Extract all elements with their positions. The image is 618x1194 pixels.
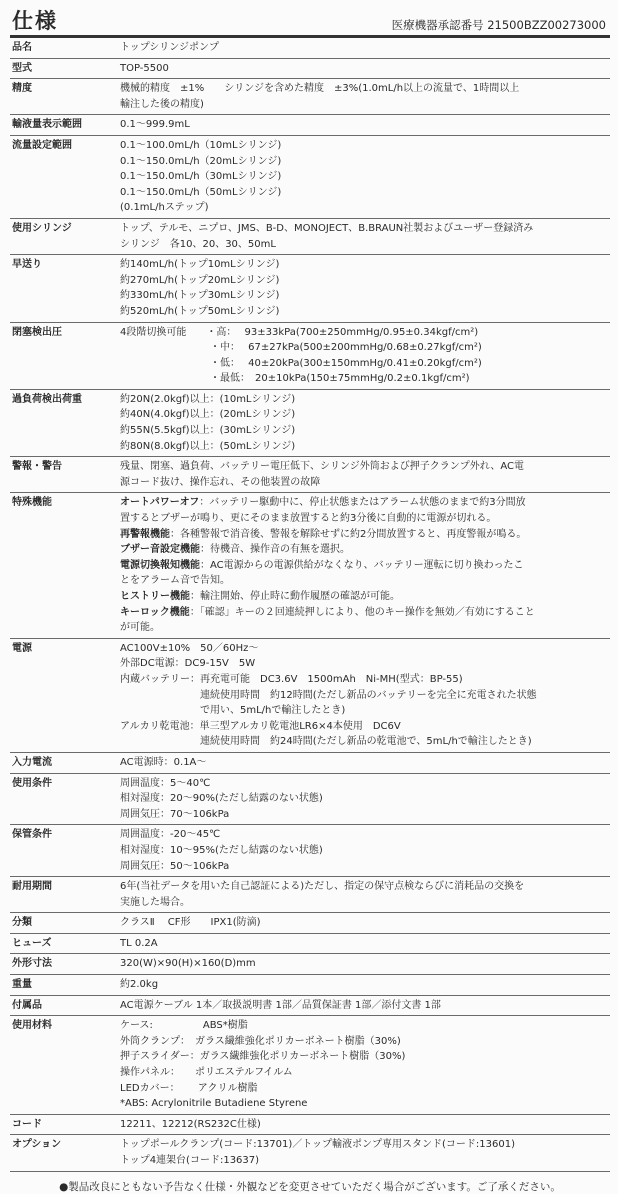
spec-value <box>116 1016 610 1115</box>
spec-value <box>116 825 610 877</box>
spec-value-line: 約40N(4.0kgf)以上：(20mLシリンジ) <box>120 409 296 421</box>
spec-value <box>116 773 610 825</box>
spec-label: 精度 <box>10 79 116 115</box>
spec-value-line: ・低： 40±20kPa(300±150mmHg/0.41±0.20kgf/cm²) <box>120 357 482 369</box>
spec-value-line: 約55N(5.5kgf)以上：(30mLシリンジ) <box>120 425 296 437</box>
spec-value-line: で用い、5mL/hで輸注したとき) <box>120 705 346 717</box>
spec-value-line: 約520mL/h(トップ50mLシリンジ) <box>120 305 280 317</box>
spec-value <box>116 135 610 218</box>
spec-row <box>10 457 610 493</box>
spec-row <box>10 933 610 954</box>
spec-value-line: 320(W)×90(H)×160(D)mm <box>120 958 256 970</box>
spec-value-line: 連続使用時間 約12時間(ただし新品のバッテリーを完全に充電された状態 <box>120 689 537 701</box>
spec-value <box>116 457 610 493</box>
spec-value-line: トップシリンジポンプ <box>120 42 220 53</box>
spec-value <box>116 389 610 456</box>
spec-label: 早送り <box>10 255 116 322</box>
spec-value-line: 輸注した後の精度) <box>120 98 204 110</box>
spec-value-line: 0.1～999.9mL <box>120 119 190 131</box>
spec-value <box>116 1135 610 1171</box>
spec-value-line: TOP-5500 <box>120 62 169 74</box>
spec-value-line: 周囲気圧：70～106kPa <box>120 808 230 820</box>
spec-value-line: AC電源ケーブル 1本／取扱説明書 1部／品質保証書 1部／添付文書 1部 <box>120 999 441 1011</box>
spec-row <box>10 825 610 877</box>
spec-value-line: 4段階切換可能 ・高： 93±33kPa(700±250mmHg/0.95±0.34kgf/cm²) <box>120 326 479 338</box>
spec-value-line: 相対湿度：20～90%(ただし結露のない状態) <box>120 793 323 805</box>
spec-label: 電源 <box>10 638 116 752</box>
spec-value-line: アルカリ乾電池：単三型アルカリ乾電池LR6×4本使用 DC6V <box>120 720 401 732</box>
spec-row <box>10 255 610 322</box>
spec-value <box>116 995 610 1016</box>
spec-label: 分類 <box>10 913 116 934</box>
spec-value-line: 周囲気圧：50～106kPa <box>120 860 230 872</box>
page-title: 仕様 <box>12 9 58 33</box>
footer-note: ●製品改良にともない予告なく仕様・外観などを変更させていただく場合がございます。ご了承ください。 <box>59 1180 561 1193</box>
spec-row <box>10 79 610 115</box>
spec-value-line: トップ、テルモ、ニプロ、JMS、B-D、MONOJECT、B.BRAUN社製およびユーザー登録済み <box>120 222 534 234</box>
spec-value-line: 周囲温度：-20～45℃ <box>120 829 221 841</box>
spec-label: 警報・警告 <box>10 457 116 493</box>
spec-value-line: とをアラーム音で告知。 <box>120 575 230 587</box>
spec-label: 閉塞検出圧 <box>10 322 116 389</box>
spec-value <box>116 322 610 389</box>
spec-value-line: 約270mL/h(トップ20mLシリンジ) <box>120 274 280 286</box>
spec-value-line: 押子スライダー：ガラス繊維強化ポリカーボネート樹脂（30%) <box>120 1051 406 1063</box>
spec-label: 外形寸法 <box>10 954 116 975</box>
spec-row <box>10 638 610 752</box>
spec-label: 耐用期間 <box>10 877 116 913</box>
spec-label: 輸液量表示範囲 <box>10 115 116 136</box>
spec-value <box>116 752 610 773</box>
spec-value-line: 源コード抜け、操作忘れ、その他装置の故障 <box>120 476 321 488</box>
spec-label: 品名 <box>10 38 116 58</box>
spec-value-line: 外筒クランプ： ガラス繊維強化ポリカーボネート樹脂（30%) <box>120 1035 401 1047</box>
spec-value-line: 0.1～150.0mL/h（30mLシリンジ) <box>120 171 282 183</box>
spec-row <box>10 322 610 389</box>
spec-value-line: AC電源時：0.1A～ <box>120 756 207 768</box>
spec-header <box>10 0 610 33</box>
spec-label: 保管条件 <box>10 825 116 877</box>
spec-value-line: 0.1～150.0mL/h（20mLシリンジ) <box>120 155 282 167</box>
spec-value-line: 周囲温度：5～40℃ <box>120 777 211 789</box>
spec-label: 流量設定範囲 <box>10 135 116 218</box>
spec-value-line: クラスⅡ CF形 IPX1(防滴) <box>120 917 261 929</box>
spec-row <box>10 954 610 975</box>
spec-value-line: が可能。 <box>120 622 160 634</box>
spec-value <box>116 975 610 996</box>
spec-value-line: ブザー音設定機能：待機音、操作音の有無を選択。 <box>120 544 350 556</box>
spec-value-line: キーロック機能：「確認」キーの２回連続押しにより、他のキー操作を無効／有効にすること <box>120 606 535 618</box>
spec-label: オプション <box>10 1135 116 1171</box>
spec-value-line: *ABS: Acrylonitrile Butadiene Styrene <box>120 1098 308 1110</box>
spec-value <box>116 493 610 638</box>
spec-value-line: シリンジ 各10、20、30、50mL <box>120 238 276 250</box>
spec-table <box>10 38 610 1172</box>
spec-row <box>10 975 610 996</box>
spec-value-line: 残量、閉塞、過負荷、バッテリー電圧低下、シリンジ外筒および押子クランプ外れ、AC電 <box>120 461 524 473</box>
spec-row <box>10 877 610 913</box>
spec-value-line: 操作パネル： ポリエステルフイルム <box>120 1067 293 1079</box>
spec-value-line: ヒストリー機能：輸注開始、停止時に動作履歴の確認が可能。 <box>120 591 400 602</box>
spec-row <box>10 913 610 934</box>
spec-value-line: AC100V±10% 50／60Hz～ <box>120 642 259 654</box>
spec-value <box>116 638 610 752</box>
spec-value-line: オートパワーオフ：バッテリー駆動中に、停止状態またはアラーム状態のままで約3分間放 <box>120 497 526 509</box>
spec-value-line: 0.1～100.0mL/h（10mLシリンジ) <box>120 139 282 151</box>
spec-value <box>116 933 610 954</box>
spec-row <box>10 115 610 136</box>
spec-label: 特殊機能 <box>10 493 116 638</box>
spec-label: コード <box>10 1114 116 1135</box>
spec-value <box>116 877 610 913</box>
spec-row <box>10 135 610 218</box>
spec-label: 付属品 <box>10 995 116 1016</box>
spec-value-line: 約20N(2.0kgf)以上：(10mLシリンジ) <box>120 393 296 405</box>
spec-value-line: 12211、12212(RS232C仕様) <box>120 1118 261 1130</box>
spec-value-line: TL 0.2A <box>120 937 158 949</box>
spec-row <box>10 389 610 456</box>
spec-value-line: 機械的精度 ±1% シリンジを含めた精度 ±3%(1.0mL/h以上の流量で、1時間以上 <box>120 83 520 95</box>
spec-value <box>116 1114 610 1135</box>
spec-value-line: 実施した場合。 <box>120 896 190 908</box>
spec-label: 入力電流 <box>10 752 116 773</box>
spec-label: ヒューズ <box>10 933 116 954</box>
spec-value-line: ・最低： 20±10kPa(150±75mmHg/0.2±0.1kgf/cm²) <box>120 373 470 385</box>
spec-row <box>10 38 610 58</box>
spec-value-line: 約140mL/h(トップ10mLシリンジ) <box>120 259 280 271</box>
spec-row <box>10 752 610 773</box>
spec-label: 使用シリンジ <box>10 218 116 254</box>
spec-value-line: 相対湿度：10～95%(ただし結露のない状態) <box>120 844 323 856</box>
spec-label: 過負荷検出荷重 <box>10 389 116 456</box>
spec-row <box>10 58 610 79</box>
spec-value-line: 約2.0kg <box>120 979 159 991</box>
spec-value-line: 再警報機能：各種警報で消音後、警報を解除せずに約2分間放置すると、再度警報が鳴る。 <box>120 528 527 540</box>
spec-value-line: (0.1mL/hステップ) <box>120 202 209 214</box>
spec-value-line: ケース: ABS*樹脂 <box>120 1020 248 1032</box>
spec-row <box>10 1016 610 1115</box>
spec-label: 使用材料 <box>10 1016 116 1115</box>
spec-label: 重量 <box>10 975 116 996</box>
spec-row <box>10 995 610 1016</box>
spec-value-line: 電源切換報知機能：AC電源からの電源供給がなくなり、バッテリー運転に切り換わったこ <box>120 559 524 571</box>
spec-value <box>116 218 610 254</box>
spec-value <box>116 913 610 934</box>
spec-row <box>10 1114 610 1135</box>
spec-value <box>116 79 610 115</box>
spec-value-line: 内蔵バッテリー：再充電可能 DC3.6V 1500mAh Ni-MH(型式：BP-55) <box>120 673 463 685</box>
spec-row <box>10 218 610 254</box>
spec-value-line: 6年(当社データを用いた自己認証による)ただし、指定の保守点検ならびに消耗品の交換を <box>120 881 525 893</box>
spec-value-line: LEDカバー： アクリル樹脂 <box>120 1082 258 1094</box>
spec-value <box>116 38 610 58</box>
spec-value-line: トップ4連架台(コード:13637) <box>120 1155 260 1166</box>
spec-value-line: 置するとブザーが鳴り、更にそのまま放置すると約3分後に自動的に電源が切れる。 <box>120 513 497 525</box>
spec-value-line: 外部DC電源：DC9-15V 5W <box>120 658 256 670</box>
spec-value-line: 連続使用時間 約24時間(ただし新品の乾電池で、5mL/hで輸注したとき) <box>120 736 532 748</box>
spec-value-line: 約80N(8.0kgf)以上：(50mLシリンジ) <box>120 440 296 452</box>
approval-number: 医療機器承認番号 21500BZZ00273000 <box>391 18 606 32</box>
spec-row <box>10 1135 610 1171</box>
spec-row <box>10 493 610 638</box>
spec-value-line: ・中： 67±27kPa(500±200mmHg/0.68±0.27kgf/cm²) <box>120 342 482 354</box>
spec-value-line: 約330mL/h(トップ30mLシリンジ) <box>120 290 280 302</box>
spec-label: 型式 <box>10 58 116 79</box>
spec-row <box>10 773 610 825</box>
spec-value <box>116 115 610 136</box>
spec-label: 使用条件 <box>10 773 116 825</box>
spec-value-line: トップポールクランプ(コード:13701)／トップ輸液ポンプ専用スタンド(コード:13601) <box>120 1139 515 1151</box>
spec-value-line: 0.1～150.0mL/h（50mLシリンジ) <box>120 186 282 198</box>
spec-value <box>116 255 610 322</box>
spec-value <box>116 58 610 79</box>
spec-value <box>116 954 610 975</box>
